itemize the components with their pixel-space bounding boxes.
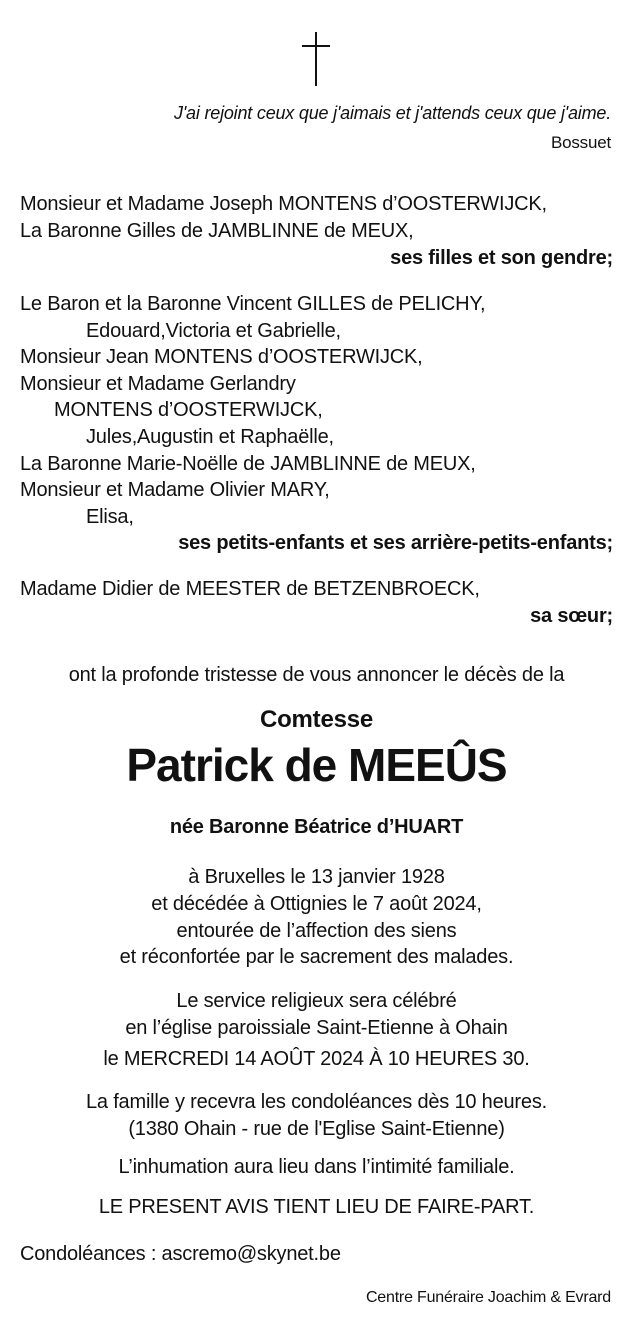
deceased-maiden-name: née Baronne Béatrice d’HUART [169,816,464,838]
funeral-home: Centre Funéraire Joachim & Evrard [365,1289,611,1306]
detail-line: et réconfortée par le sacrement des malades. [119,946,514,968]
deceased-title: Comtesse [259,706,374,733]
family-relation: sa sœur; [530,605,613,627]
family-line: Monsieur et Madame Olivier MARY, [20,479,330,501]
family-line: MONTENS d’OOSTERWIJCK, [54,399,323,421]
epigraph-author: Bossuet [550,133,611,152]
detail-line: entourée de l’affection des siens [176,920,457,942]
notice-text: LE PRESENT AVIS TIENT LIEU DE FAIRE-PART. [98,1196,535,1218]
family-relation: ses petits-enfants et ses arrière-petits-enfants; [178,532,613,554]
condolences-email: Condoléances : ascremo@skynet.be [20,1243,341,1265]
announcement-text: ont la profonde tristesse de vous annoncer le décès de la [68,664,565,686]
family-line: Edouard,Victoria et Gabrielle, [86,320,341,342]
service-line: Le service religieux sera célébré [176,990,457,1012]
family-line: Monsieur et Madame Joseph MONTENS d’OOSTERWIJCK, [20,193,547,215]
cross-icon [298,30,334,88]
family-line: Monsieur Jean MONTENS d’OOSTERWIJCK, [20,346,423,368]
epigraph-quote: J'ai rejoint ceux que j'aimais et j'attends ceux que j'aime. [174,103,611,123]
family-line: Jules,Augustin et Raphaëlle, [86,426,334,448]
family-line: Le Baron et la Baronne Vincent GILLES de PELICHY, [20,293,486,315]
family-line: La Baronne Marie-Noëlle de JAMBLINNE de MEUX, [20,453,476,475]
deceased-name: Patrick de MEEÛS [126,739,507,791]
family-line: La Baronne Gilles de JAMBLINNE de MEUX, [20,220,414,242]
family-relation: ses filles et son gendre; [390,247,613,269]
service-line: le MERCREDI 14 AOÛT 2024 À 10 HEURES 30. [103,1048,530,1070]
burial-text: L’inhumation aura lieu dans l’intimité familiale. [118,1156,515,1178]
condolences-visit-line: (1380 Ohain - rue de l'Eglise Saint-Etienne) [128,1118,505,1140]
family-line: Monsieur et Madame Gerlandry [20,373,296,395]
detail-line: et décédée à Ottignies le 7 août 2024, [151,893,482,915]
detail-line: à Bruxelles le 13 janvier 1928 [188,866,445,888]
service-line: en l’église paroissiale Saint-Etienne à Ohain [125,1017,508,1039]
family-line: Elisa, [86,506,134,528]
condolences-visit-line: La famille y recevra les condoléances dès 10 heures. [86,1091,547,1113]
family-line: Madame Didier de MEESTER de BETZENBROECK, [20,578,480,600]
